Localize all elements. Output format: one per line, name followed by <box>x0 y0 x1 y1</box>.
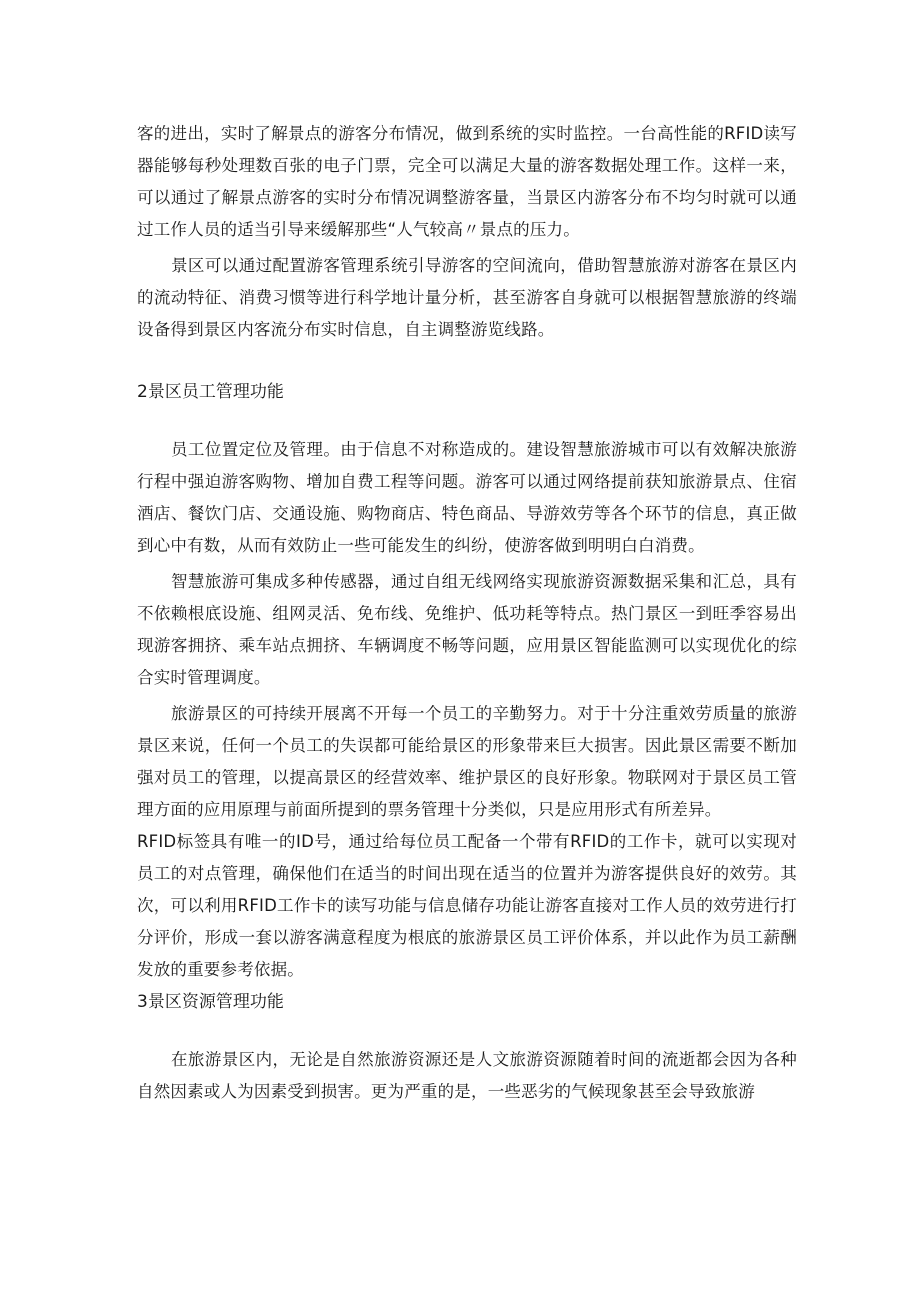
paragraph-visitor-monitoring: 客的进出，实时了解景点的游客分布情况，做到系统的实时监控。一台高性能的RFID读写器能够每秒处理数百张的电子门票，完全可以满足大量的游客数据处理工作。这样一来，可以通过了解景点游客的实时分布情况调整游客量，当景区内游客分布不均匀时就可以通过工作人员的适当引导来缓解那些“人气较高〃景点的压力。 <box>137 124 797 239</box>
paragraph-staff-positioning: 员工位置定位及管理。由于信息不对称造成的。建设智慧旅游城市可以有效解决旅游行程中强迫游客购物、增加自费工程等问题。游客可以通过网络提前获知旅游景点、住宿酒店、餐饮门店、交通设施、购物商店、特色商品、导游效劳等各个环节的信息，真正做到心中有数，从而有效防止一些可能发生的纠纷，使游客做到明明白白消费。 <box>137 440 797 555</box>
section-heading-staff-management: 2景区员工管理功能 <box>137 382 284 402</box>
section-heading-resource-management: 3景区资源管理功能 <box>137 992 284 1012</box>
paragraph-visitor-flow: 景区可以通过配置游客管理系统引导游客的空间流向，借助智慧旅游对游客在景区内的流动特征、消费习惯等进行科学地计量分析，甚至游客自身就可以根据智慧旅游的终端设备得到景区内客流分布实时信息，自主调整游览线路。 <box>137 256 797 339</box>
document-body <box>137 118 797 1108</box>
paragraph-sensors: 智慧旅游可集成多种传感器，通过自组无线网络实现旅游资源数据采集和汇总，具有不依赖根底设施、组网灵活、免布线、免维护、低功耗等特点。热门景区一到旺季容易出现游客拥挤、乘车站点拥挤、车辆调度不畅等问题，应用景区智能监测可以实现优化的综合实时管理调度。 <box>137 572 797 687</box>
paragraph-resource-damage: 在旅游景区内，无论是自然旅游资源还是人文旅游资源随着时间的流逝都会因为各种自然因素或人为因素受到损害。更为严重的是，一些恶劣的气候现象甚至会导致旅游 <box>137 1050 797 1101</box>
paragraph-staff-effort: 旅游景区的可持续开展离不开每一个员工的辛勤努力。对于十分注重效劳质量的旅游景区来说，任何一个员工的失误都可能给景区的形象带来巨大损害。因此景区需要不断加强对员工的管理，以提高景区的经营效率、维护景区的良好形象。物联网对于景区员工管理方面的应用原理与前面所提到的票务管理十分类似，只是应用形式有所差异。 <box>137 704 797 819</box>
paragraph-rfid-card: RFID标签具有唯一的ID号，通过给每位员工配备一个带有RFID的工作卡，就可以实现对员工的对点管理，确保他们在适当的时间出现在适当的位置并为游客提供良好的效劳。其次，可以利用RFID工作卡的读写功能与信息储存功能让游客直接对工作人员的效劳进行打分评价，形成一套以游客满意程度为根底的旅游景区员工评价体系，并以此作为员工薪酬发放的重要参考依据。 <box>137 832 797 979</box>
